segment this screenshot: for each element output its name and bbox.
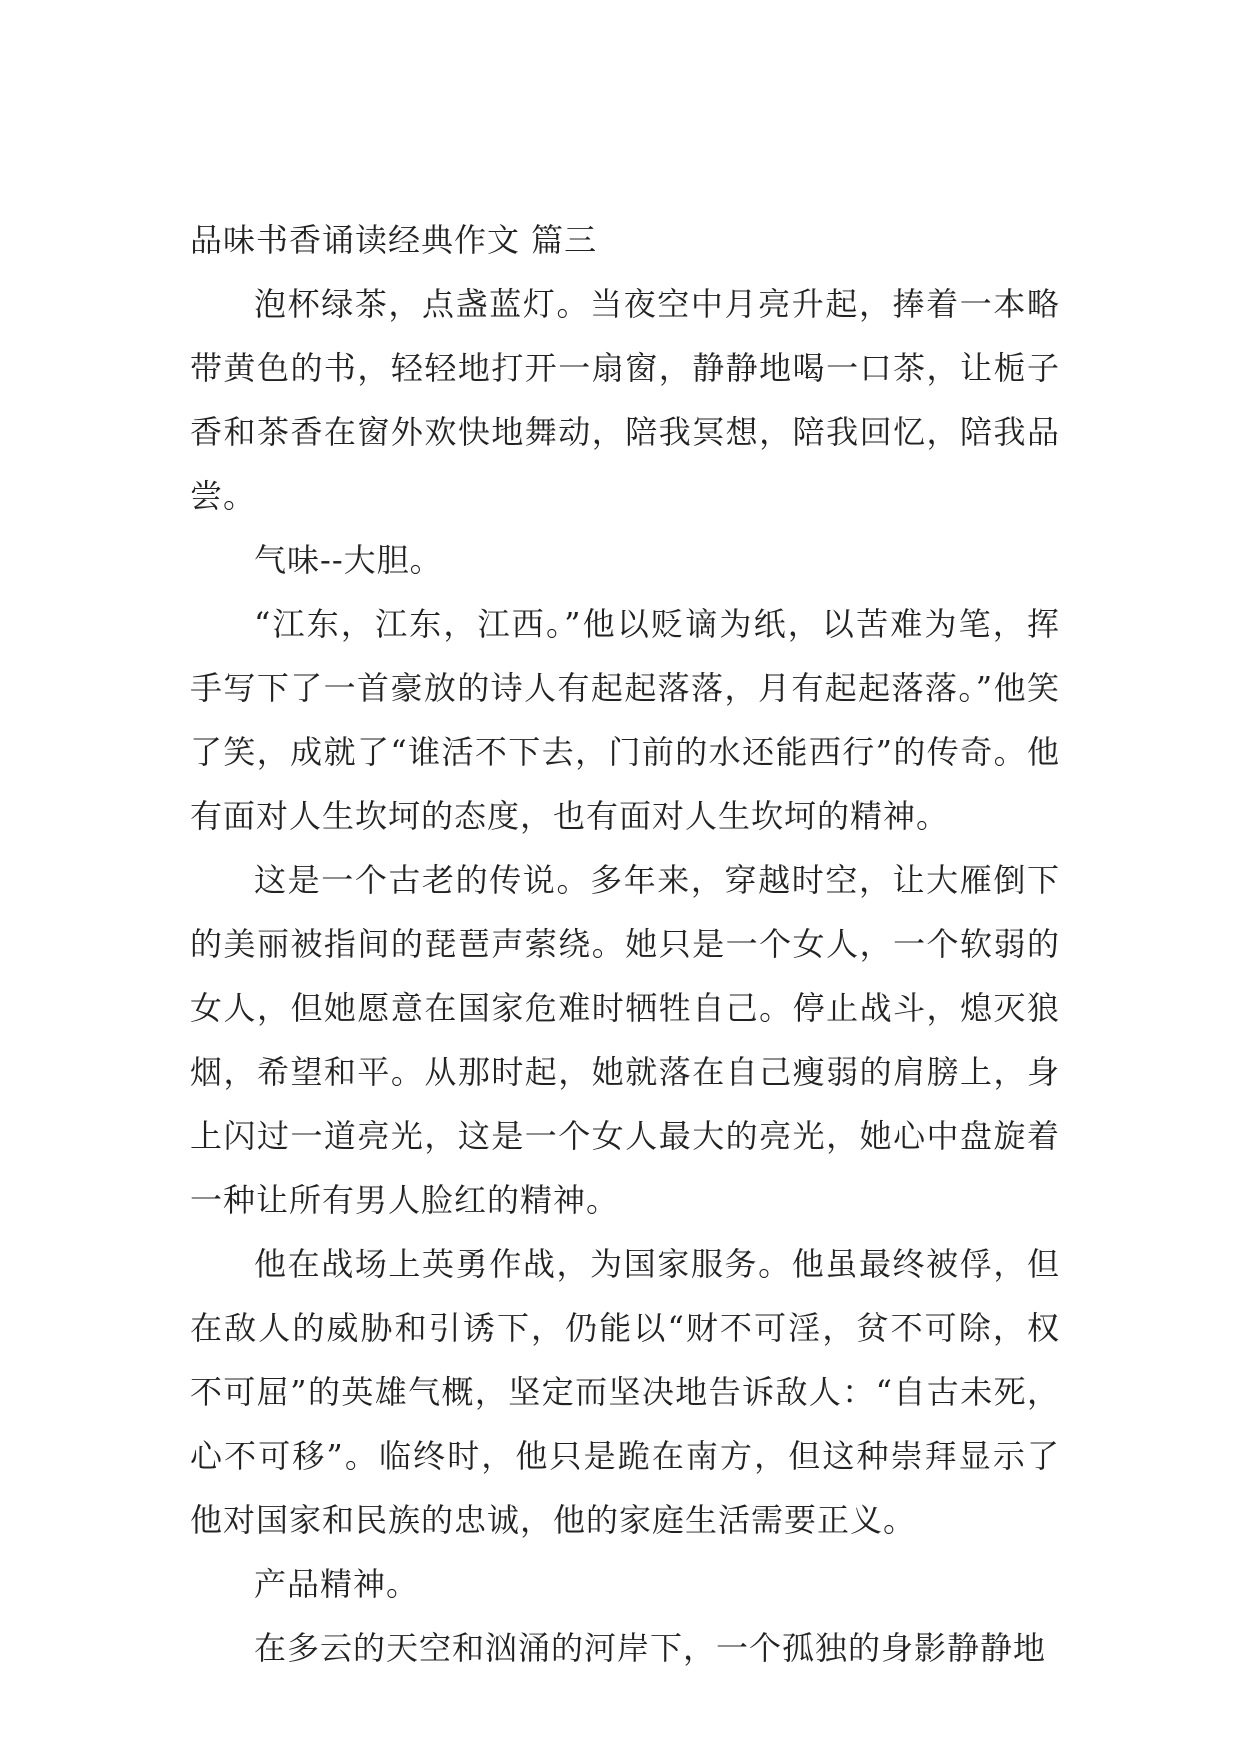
paragraph-2: 气味--大胆。: [254, 541, 443, 579]
paragraph-5: 他在战场上英勇作战，为国家服务。他虽最终被俘，但在敌人的威胁和引诱下，仍能以“财不可淫，贫不可除，权不可屈”的英雄气概，坚定而坚决地告诉敌人：“自古未死，心不可移”。临终时，他只是跪在南方，但这种崇拜显示了他对国家和民族的忠诚，他的家庭生活需要正义。: [190, 1245, 1060, 1539]
paragraph-7: 在多云的天空和汹涌的河岸下，一个孤独的身影静静地: [254, 1629, 1047, 1667]
paragraph-3: “江东，江东，江西。”他以贬谪为纸，以苦难为笔，挥手写下了一首豪放的诗人有起起落落，月有起起落落。”他笑了笑，成就了“谁活不下去，门前的水还能西行”的传奇。他有面对人生坎坷的态度，也有面对人生坎坷的精神。: [190, 605, 1060, 835]
paragraph-6: 产品精神。: [254, 1565, 420, 1603]
paragraph-4: 这是一个古老的传说。多年来，穿越时空，让大雁倒下的美丽被指间的琵琶声萦绕。她只是一个女人，一个软弱的女人，但她愿意在国家危难时牺牲自己。停止战斗，熄灭狼烟，希望和平。从那时起，她就落在自己瘦弱的肩膀上，身上闪过一道亮光，这是一个女人最大的亮光，她心中盘旋着一种让所有男人脸红的精神。: [190, 861, 1060, 1219]
paragraph-1: 泡杯绿茶，点盏蓝灯。当夜空中月亮升起，捧着一本略带黄色的书，轻轻地打开一扇窗，静静地喝一口茶，让栀子香和茶香在窗外欢快地舞动，陪我冥想，陪我回忆，陪我品尝。: [190, 285, 1060, 515]
document-body: [190, 208, 1060, 1680]
document-title: 品味书香诵读经典作文 篇三: [190, 221, 598, 259]
